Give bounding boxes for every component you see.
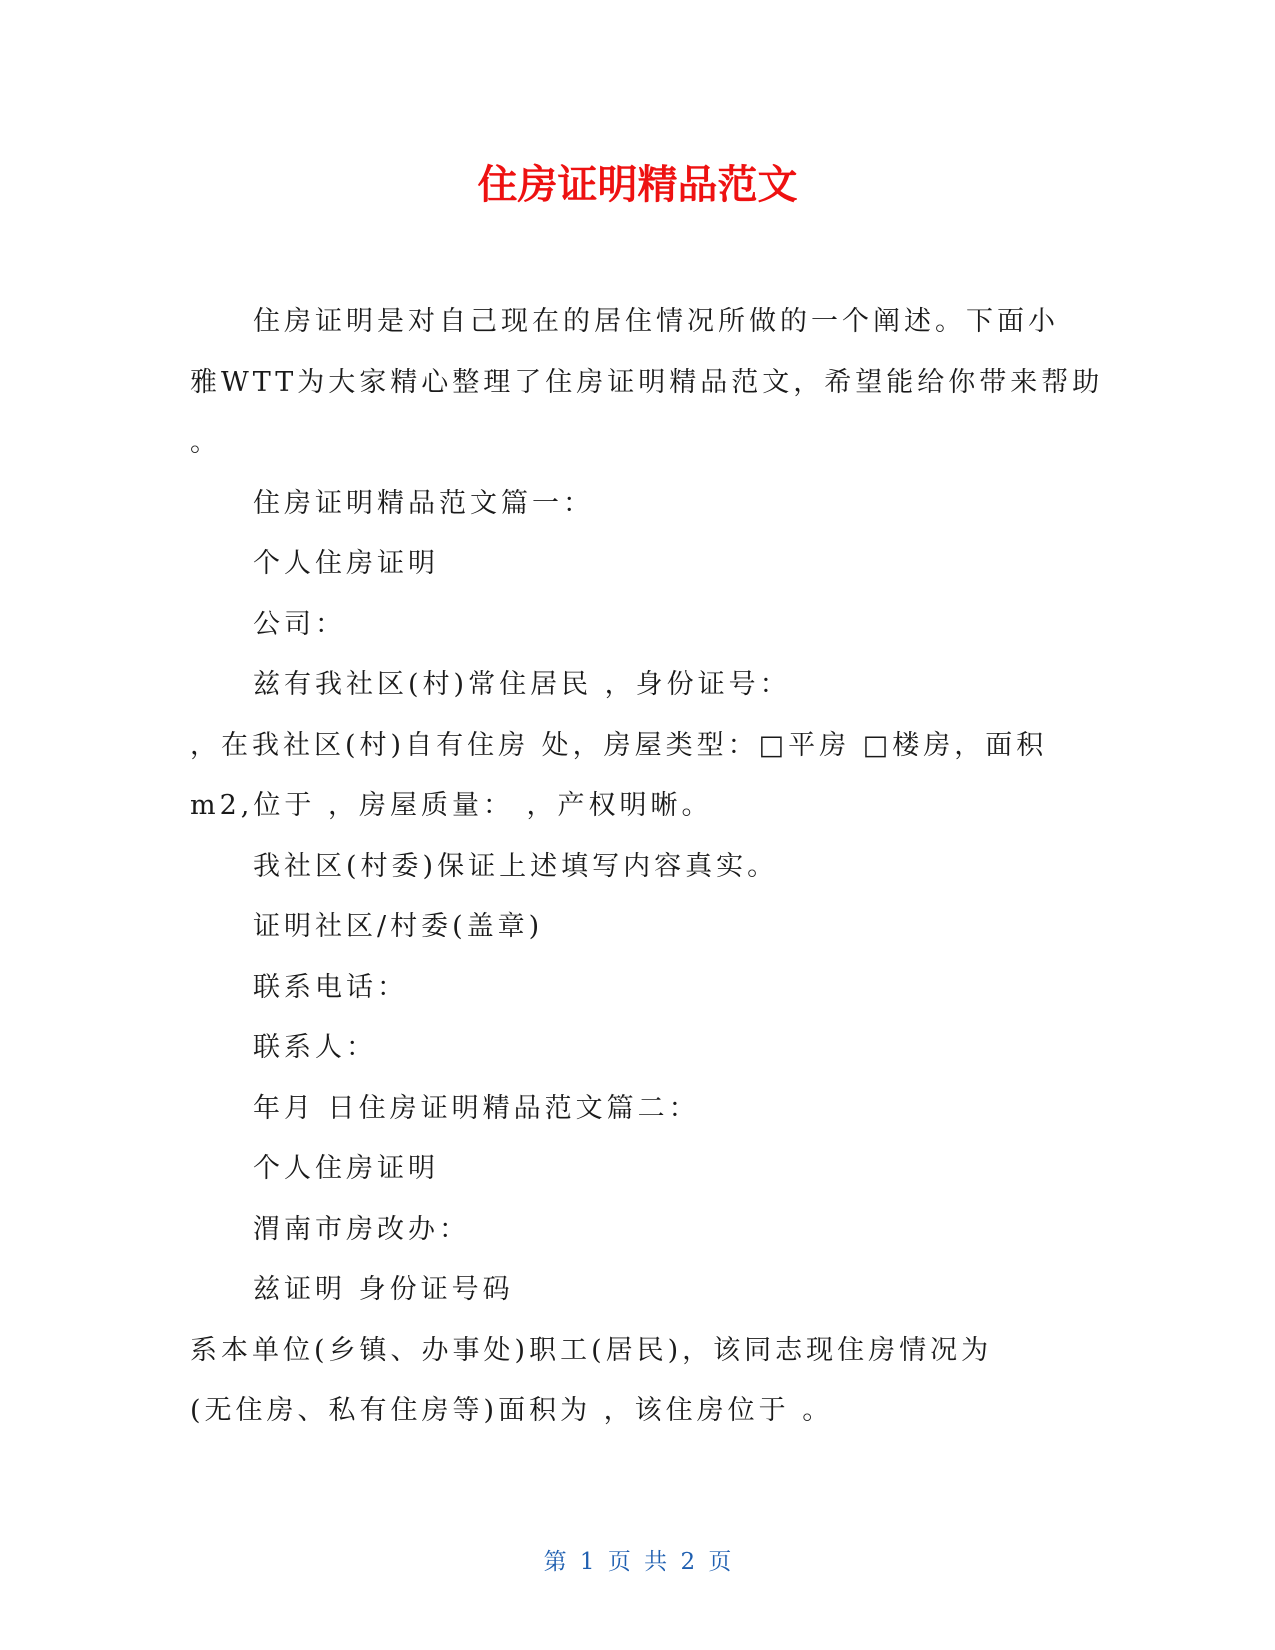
body-line-7: 兹有我社区(村)常住居民 ，身份证号： xyxy=(253,669,791,700)
body-line-5: 个人住房证明 xyxy=(253,548,439,579)
body-line-17: 兹证明 身份证号码 xyxy=(253,1274,514,1305)
body-line-10: 我社区(村委)保证上述填写内容真实。 xyxy=(253,850,779,882)
body-line-1: 住房证明是对自己现在的居住情况所做的一个阐述。下面小 xyxy=(253,306,1059,337)
section-heading-1: 住房证明精品范文篇一： xyxy=(253,487,594,519)
body-line-16: 渭南市房改办： xyxy=(253,1213,470,1245)
body-line-13: 联系人： xyxy=(253,1032,377,1063)
body-line-8: ，在我社区(村)自有住房 处，房屋类型：□平房 □楼房，面积 xyxy=(190,729,1048,761)
document-body xyxy=(190,292,1104,1442)
page-title: 住房证明精品范文 xyxy=(477,162,798,208)
section-heading-2: 年月 日住房证明精品范文篇二： xyxy=(253,1092,700,1124)
body-line-9: m2,位于 ，房屋质量： ，产权明晰。 xyxy=(190,790,713,821)
body-line-19: (无住房、私有住房等)面积为 ，该住房位于 。 xyxy=(190,1395,834,1426)
body-line-2: 雅WTT为大家精心整理了住房证明精品范文，希望能给你带来帮助 xyxy=(190,366,1104,398)
body-line-15: 个人住房证明 xyxy=(253,1153,439,1184)
body-line-6: 公司： xyxy=(253,608,346,640)
body-line-3: 。 xyxy=(190,427,221,458)
page-number-footer: 第 1 页 共 2 页 xyxy=(543,1549,732,1575)
body-line-18: 系本单位(乡镇、办事处)职工(居民)，该同志现住房情况为 xyxy=(190,1334,993,1366)
body-line-12: 联系电话： xyxy=(253,971,408,1003)
body-line-11: 证明社区/村委(盖章) xyxy=(253,911,544,942)
